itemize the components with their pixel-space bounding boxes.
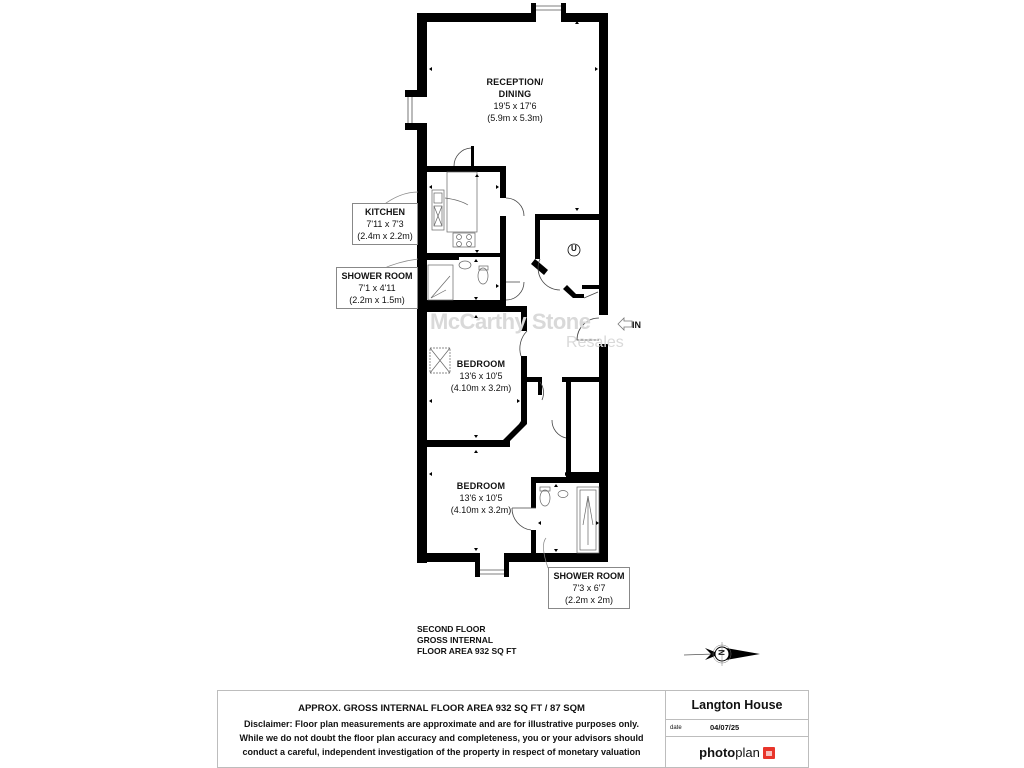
callout-shower-room-2	[548, 567, 630, 609]
room-name: KITCHEN	[365, 207, 405, 217]
room-size-metric: (5.9m x 5.3m)	[487, 113, 543, 123]
room-size-metric: (2.2m x 1.5m)	[349, 295, 405, 305]
gross-area-title: APPROX. GROSS INTERNAL FLOOR AREA 932 SQ FT / 87 SQM	[298, 703, 585, 714]
callout-shower-room-1	[336, 267, 418, 309]
disclaimer-panel	[218, 691, 666, 767]
room-label-reception	[470, 76, 560, 124]
room-name: SHOWER ROOM	[341, 271, 413, 281]
room-size-imperial: 19'5 x 17'6	[493, 101, 537, 111]
room-label-bedroom-1	[444, 358, 518, 394]
floor-area-summary	[417, 624, 517, 657]
disclaimer-line: While we do not doubt the floor plan accuracy and completeness, you or your advisors should	[239, 733, 644, 743]
room-name: DINING	[498, 89, 532, 99]
property-name: Langton House	[666, 691, 808, 720]
date-label: date	[670, 725, 682, 731]
room-name: BEDROOM	[456, 481, 506, 491]
room-size-metric: (4.10m x 3.2m)	[450, 505, 512, 515]
property-info-panel	[666, 691, 808, 767]
watermark-subbrand: Resales	[566, 334, 624, 351]
disclaimer-line: conduct a careful, independent investigation of the property in respect of monetary valuation	[242, 747, 641, 757]
compass-letter: N	[716, 649, 726, 656]
room-size-imperial: 7'3 x 6'7	[572, 583, 606, 593]
floor-name: SECOND FLOOR	[417, 624, 486, 634]
room-name: SHOWER ROOM	[553, 571, 625, 581]
utility-symbol: U	[571, 244, 577, 253]
logo-text-bold: photo	[699, 744, 736, 760]
floor-area-line: GROSS INTERNAL	[417, 635, 494, 645]
room-label-bedroom-2	[444, 480, 518, 516]
room-size-imperial: 7'1 x 4'11	[358, 283, 396, 293]
floor-area-line: FLOOR AREA 932 SQ FT	[417, 646, 517, 656]
entrance-arrow-icon	[618, 318, 632, 330]
disclaimer-line: Disclaimer: Floor plan measurements are approximate and are for illustrative purposes only.	[244, 719, 639, 729]
room-size-metric: (2.4m x 2.2m)	[357, 231, 413, 241]
photoplan-logo-icon	[763, 747, 775, 759]
title-block	[217, 690, 809, 768]
watermark-brand: McCarthy Stone	[430, 309, 591, 334]
entrance-label: IN	[632, 320, 641, 330]
room-size-metric: (2.2m x 2m)	[564, 595, 613, 605]
logo-text-light: plan	[735, 744, 760, 760]
room-name: RECEPTION/	[486, 77, 544, 87]
disclaimer-text	[218, 717, 665, 759]
room-size-imperial: 13'6 x 10'5	[459, 493, 503, 503]
callout-kitchen	[352, 203, 418, 245]
photoplan-logo	[666, 737, 808, 768]
room-name: BEDROOM	[456, 359, 506, 369]
date-value: 04/07/25	[710, 723, 740, 732]
date-row	[666, 720, 808, 737]
room-size-imperial: 7'11 x 7'3	[366, 219, 404, 229]
room-size-imperial: 13'6 x 10'5	[459, 371, 503, 381]
room-size-metric: (4.10m x 3.2m)	[450, 383, 512, 393]
